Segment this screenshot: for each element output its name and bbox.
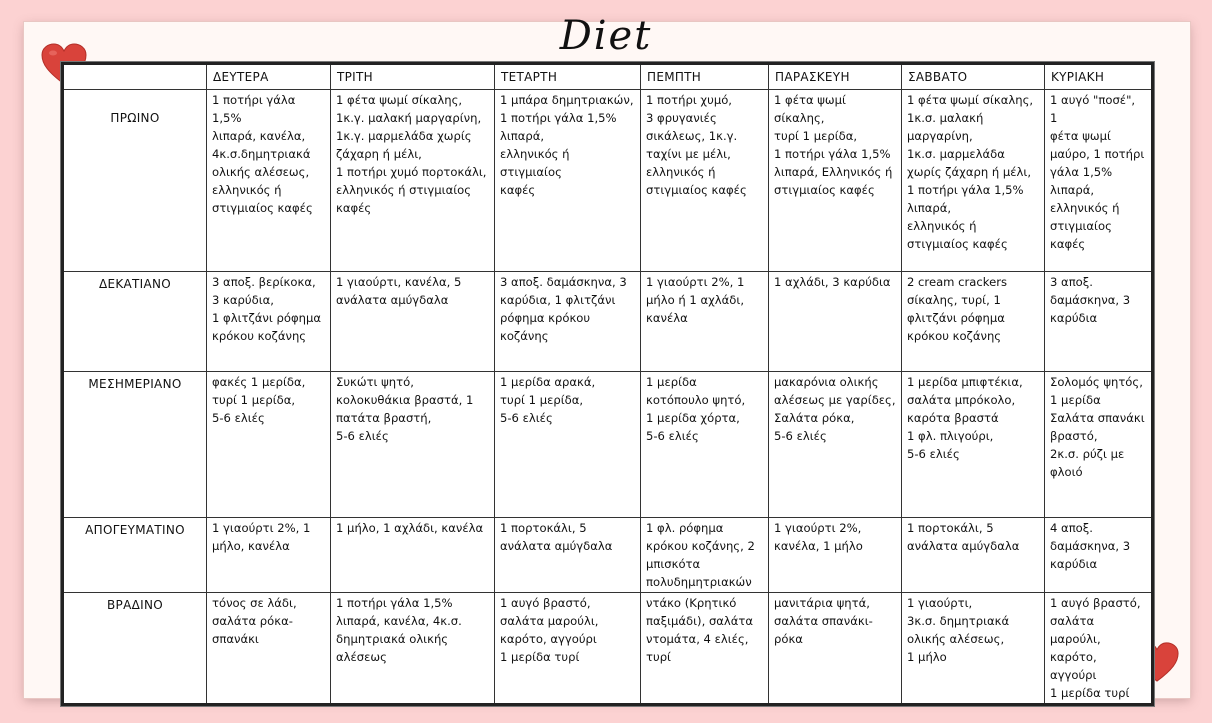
meal-cell: 1 μερίδα αρακά, τυρί 1 μερίδα, 5-6 ελιές bbox=[495, 372, 641, 518]
table-header-row bbox=[63, 64, 1153, 90]
meal-header: ΜΕΣΗΜΕΡΙΑΝΟ bbox=[63, 372, 207, 518]
meal-cell: 1 ποτήρι γάλα 1,5% λιπαρά, κανέλα, 4κ.σ.δημητριακά ολικής αλέσεως, ελληνικός ή στιγμιαίος καφές bbox=[207, 90, 331, 272]
meal-cell: 1 αυγό "ποσέ", 1 φέτα ψωμί μαύρο, 1 ποτήρι γάλα 1,5% λιπαρά, ελληνικός ή στιγμιαίος καφές bbox=[1045, 90, 1153, 272]
day-header: ΠΑΡΑΣΚΕΥΗ bbox=[769, 64, 902, 90]
table-row bbox=[63, 518, 1153, 593]
meal-cell: μακαρόνια ολικής αλέσεως με γαρίδες, Σαλάτα ρόκα, 5-6 ελιές bbox=[769, 372, 902, 518]
day-header: ΠΕΜΠΤΗ bbox=[641, 64, 769, 90]
meal-header: ΔΕΚΑΤΙΑΝΟ bbox=[63, 272, 207, 372]
meal-cell: 1 γιαούρτι 2%, 1 μήλο ή 1 αχλάδι, κανέλα bbox=[641, 272, 769, 372]
table-row bbox=[63, 90, 1153, 272]
meal-cell: 1 φέτα ψωμί σίκαλης, 1κ.γ. μαλακή μαργαρίνη, 1κ.γ. μαρμελάδα χωρίς ζάχαρη ή μέλι, 1 ποτήρι χυμό πορτοκάλι, ελληνικός ή στιγμιαίος καφές bbox=[331, 90, 495, 272]
meal-header: ΒΡΑΔΙΝΟ bbox=[63, 593, 207, 705]
meal-cell: 4 αποξ. δαμάσκηνα, 3 καρύδια bbox=[1045, 518, 1153, 593]
meal-cell: 1 ποτήρι χυμό, 3 φρυγανιές σικάλεως, 1κ.γ. ταχίνι με μέλι, ελληνικός ή στιγμιαίος καφές bbox=[641, 90, 769, 272]
meal-cell: 1 γιαούρτι, κανέλα, 5 ανάλατα αμύγδαλα bbox=[331, 272, 495, 372]
meal-cell: 1 γιαούρτι 2%, 1 μήλο, κανέλα bbox=[207, 518, 331, 593]
meal-cell: 1 αυγό βραστό, σαλάτα μαρούλι, καρότο, αγγούρι 1 μερίδα τυρί bbox=[495, 593, 641, 705]
meal-cell: 1 γιαούρτι, 3κ.σ. δημητριακά ολικής αλέσεως, 1 μήλο bbox=[902, 593, 1045, 705]
table-row bbox=[63, 593, 1153, 705]
meal-cell: 1 μήλο, 1 αχλάδι, κανέλα bbox=[331, 518, 495, 593]
day-header: ΤΕΤΑΡΤΗ bbox=[495, 64, 641, 90]
meal-cell: 2 cream crackers σίκαλης, τυρί, 1 φλιτζάνι ρόφημα κρόκου κοζάνης bbox=[902, 272, 1045, 372]
meal-cell: 1 ποτήρι γάλα 1,5% λιπαρά, κανέλα, 4κ.σ. δημητριακά ολικής αλέσεως bbox=[331, 593, 495, 705]
meal-cell: Σολομός ψητός, 1 μερίδα Σαλάτα σπανάκι βραστό, 2κ.σ. ρύζι με φλοιό bbox=[1045, 372, 1153, 518]
meal-cell: φακές 1 μερίδα, τυρί 1 μερίδα, 5-6 ελιές bbox=[207, 372, 331, 518]
day-header: ΚΥΡΙΑΚΗ bbox=[1045, 64, 1153, 90]
meal-cell: 1 μπάρα δημητριακών, 1 ποτήρι γάλα 1,5% λιπαρά, ελληνικός ή στιγμιαίος καφές bbox=[495, 90, 641, 272]
meal-cell: 3 αποξ. βερίκοκα, 3 καρύδια, 1 φλιτζάνι ρόφημα κρόκου κοζάνης bbox=[207, 272, 331, 372]
meal-cell: 3 αποξ. δαμάσκηνα, 3 καρύδια bbox=[1045, 272, 1153, 372]
diet-table bbox=[61, 62, 1154, 706]
corner-cell bbox=[63, 64, 207, 90]
meal-header: ΑΠΟΓΕΥΜΑΤΙΝΟ bbox=[63, 518, 207, 593]
meal-cell: 1 αυγό βραστό, σαλάτα μαρούλι, καρότο, αγγούρι 1 μερίδα τυρί bbox=[1045, 593, 1153, 705]
meal-cell: 1 αχλάδι, 3 καρύδια bbox=[769, 272, 902, 372]
meal-cell: 1 πορτοκάλι, 5 ανάλατα αμύγδαλα bbox=[902, 518, 1045, 593]
meal-cell: 1 φλ. ρόφημα κρόκου κοζάνης, 2 μπισκότα πολυδημητριακών bbox=[641, 518, 769, 593]
table-row bbox=[63, 272, 1153, 372]
day-header: ΤΡΙΤΗ bbox=[331, 64, 495, 90]
meal-cell: 1 μερίδα κοτόπουλο ψητό, 1 μερίδα χόρτα, 5-6 ελιές bbox=[641, 372, 769, 518]
meal-cell: ντάκο (Κρητικό παξιμάδι), σαλάτα ντομάτα, 4 ελιές, τυρί bbox=[641, 593, 769, 705]
meal-cell: 1 φέτα ψωμί σίκαλης, 1κ.σ. μαλακή μαργαρίνη, 1κ.σ. μαρμελάδα χωρίς ζάχαρη ή μέλι, 1 ποτήρι γάλα 1,5% λιπαρά, ελληνικός ή στιγμιαίος καφές bbox=[902, 90, 1045, 272]
meal-cell: 1 φέτα ψωμί σίκαλης, τυρί 1 μερίδα, 1 ποτήρι γάλα 1,5% λιπαρά, Ελληνικός ή στιγμιαίος καφές bbox=[769, 90, 902, 272]
meal-cell: 1 γιαούρτι 2%, κανέλα, 1 μήλο bbox=[769, 518, 902, 593]
meal-cell: μανιτάρια ψητά, σαλάτα σπανάκι- ρόκα bbox=[769, 593, 902, 705]
meal-cell: 1 μερίδα μπιφτέκια, σαλάτα μπρόκολο, καρότα βραστά 1 φλ. πλιγούρι, 5-6 ελιές bbox=[902, 372, 1045, 518]
meal-cell: 3 αποξ. δαμάσκηνα, 3 καρύδια, 1 φλιτζάνι ρόφημα κρόκου κοζάνης bbox=[495, 272, 641, 372]
meal-cell: 1 πορτοκάλι, 5 ανάλατα αμύγδαλα bbox=[495, 518, 641, 593]
page-title: Diet bbox=[559, 13, 653, 59]
day-header: ΔΕΥΤΕΡΑ bbox=[207, 64, 331, 90]
table-row bbox=[63, 372, 1153, 518]
meal-cell: τόνος σε λάδι, σαλάτα ρόκα- σπανάκι bbox=[207, 593, 331, 705]
meal-cell: Συκώτι ψητό, κολοκυθάκια βραστά, 1 πατάτα βραστή, 5-6 ελιές bbox=[331, 372, 495, 518]
day-header: ΣΑΒΒΑΤΟ bbox=[902, 64, 1045, 90]
meal-header: ΠΡΩΙΝΟ bbox=[63, 90, 207, 272]
